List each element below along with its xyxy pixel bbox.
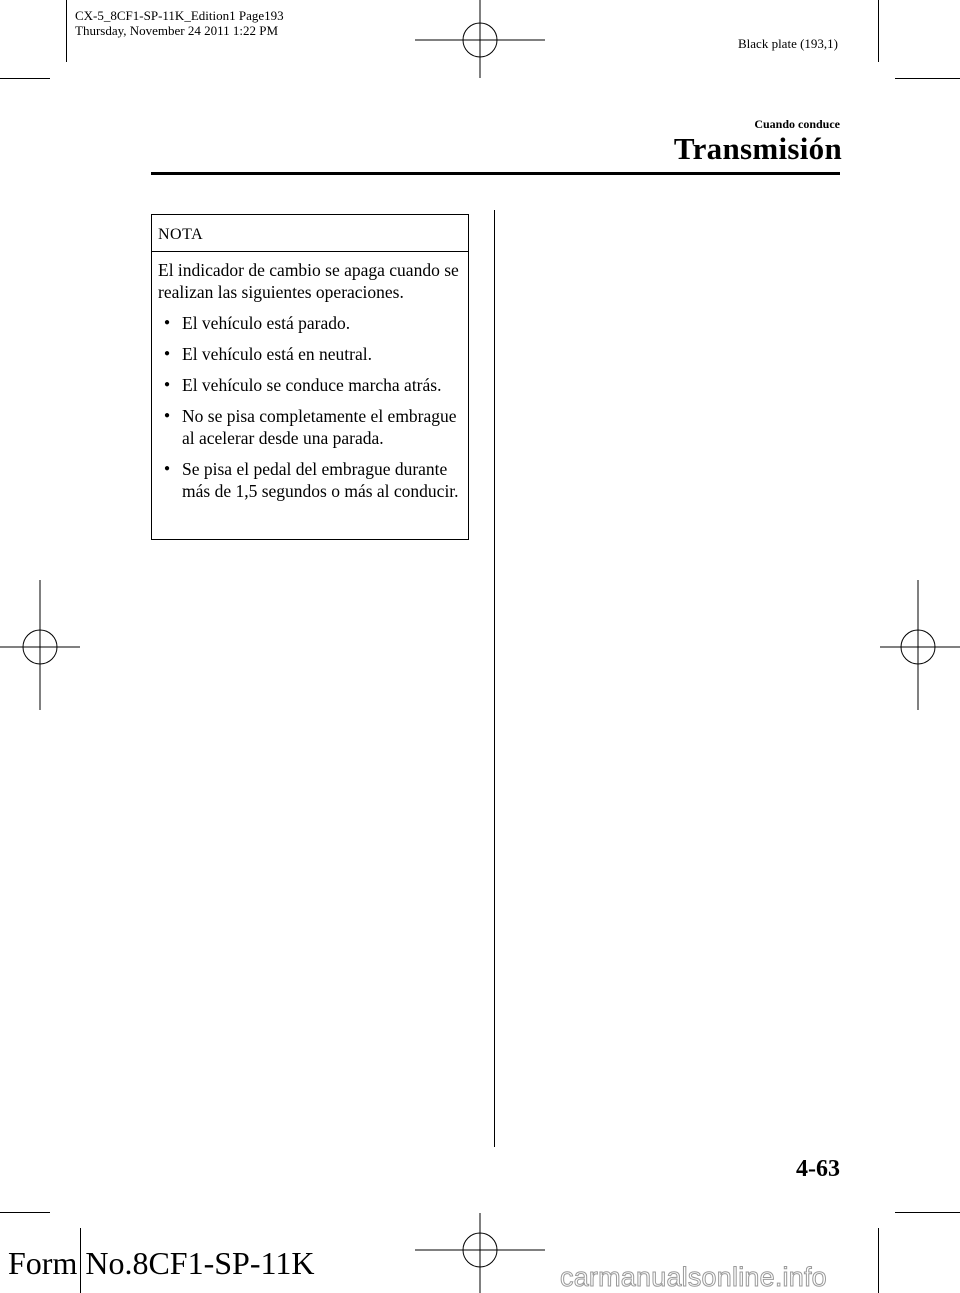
registration-mark-right	[880, 580, 960, 710]
list-item-text: El vehículo se conduce marcha atrás.	[182, 375, 442, 395]
list-item-text: No se pisa completamente el embrague al acelerar desde una parada.	[182, 406, 457, 448]
list-item	[158, 374, 468, 396]
note-box	[151, 214, 469, 540]
print-metadata	[75, 8, 284, 38]
note-heading: NOTA	[152, 215, 468, 252]
chapter-label: Cuando conduce	[754, 117, 840, 131]
section-title: Transmisión	[673, 131, 842, 166]
list-item	[158, 312, 468, 334]
bullet-icon: ●	[164, 317, 171, 328]
note-intro: El indicador de cambio se apaga cuando se realizan las siguientes operaciones.	[158, 260, 459, 302]
list-item-text: Se pisa el pedal del embrague durante más de 1,5 segundos o más al conducir.	[182, 459, 459, 501]
page-number: 4-63	[796, 1156, 840, 1182]
list-item-text: El vehículo está parado.	[182, 313, 351, 333]
registration-mark-left	[0, 580, 80, 710]
registration-mark-bottom	[415, 1213, 545, 1293]
plate-label: Black plate (193,1)	[738, 36, 838, 51]
list-item	[158, 343, 468, 365]
header-rule	[151, 172, 840, 175]
print-timestamp: Thursday, November 24 2011 1:22 PM	[75, 23, 279, 38]
form-number: Form No.8CF1-SP-11K	[8, 1245, 315, 1281]
list-item-text: El vehículo está en neutral.	[182, 344, 372, 364]
list-item	[158, 458, 468, 502]
list-item	[158, 405, 468, 449]
registration-mark-top	[415, 0, 545, 78]
column-divider	[494, 210, 495, 1147]
bullet-icon: ●	[164, 463, 171, 474]
print-file-info: CX-5_8CF1-SP-11K_Edition1 Page193	[75, 8, 284, 23]
note-list	[158, 312, 468, 502]
watermark: carmanualsonline.info	[560, 1262, 827, 1292]
bullet-icon: ●	[164, 410, 171, 421]
note-body	[152, 252, 468, 502]
bullet-icon: ●	[164, 348, 171, 359]
bullet-icon: ●	[164, 379, 171, 390]
